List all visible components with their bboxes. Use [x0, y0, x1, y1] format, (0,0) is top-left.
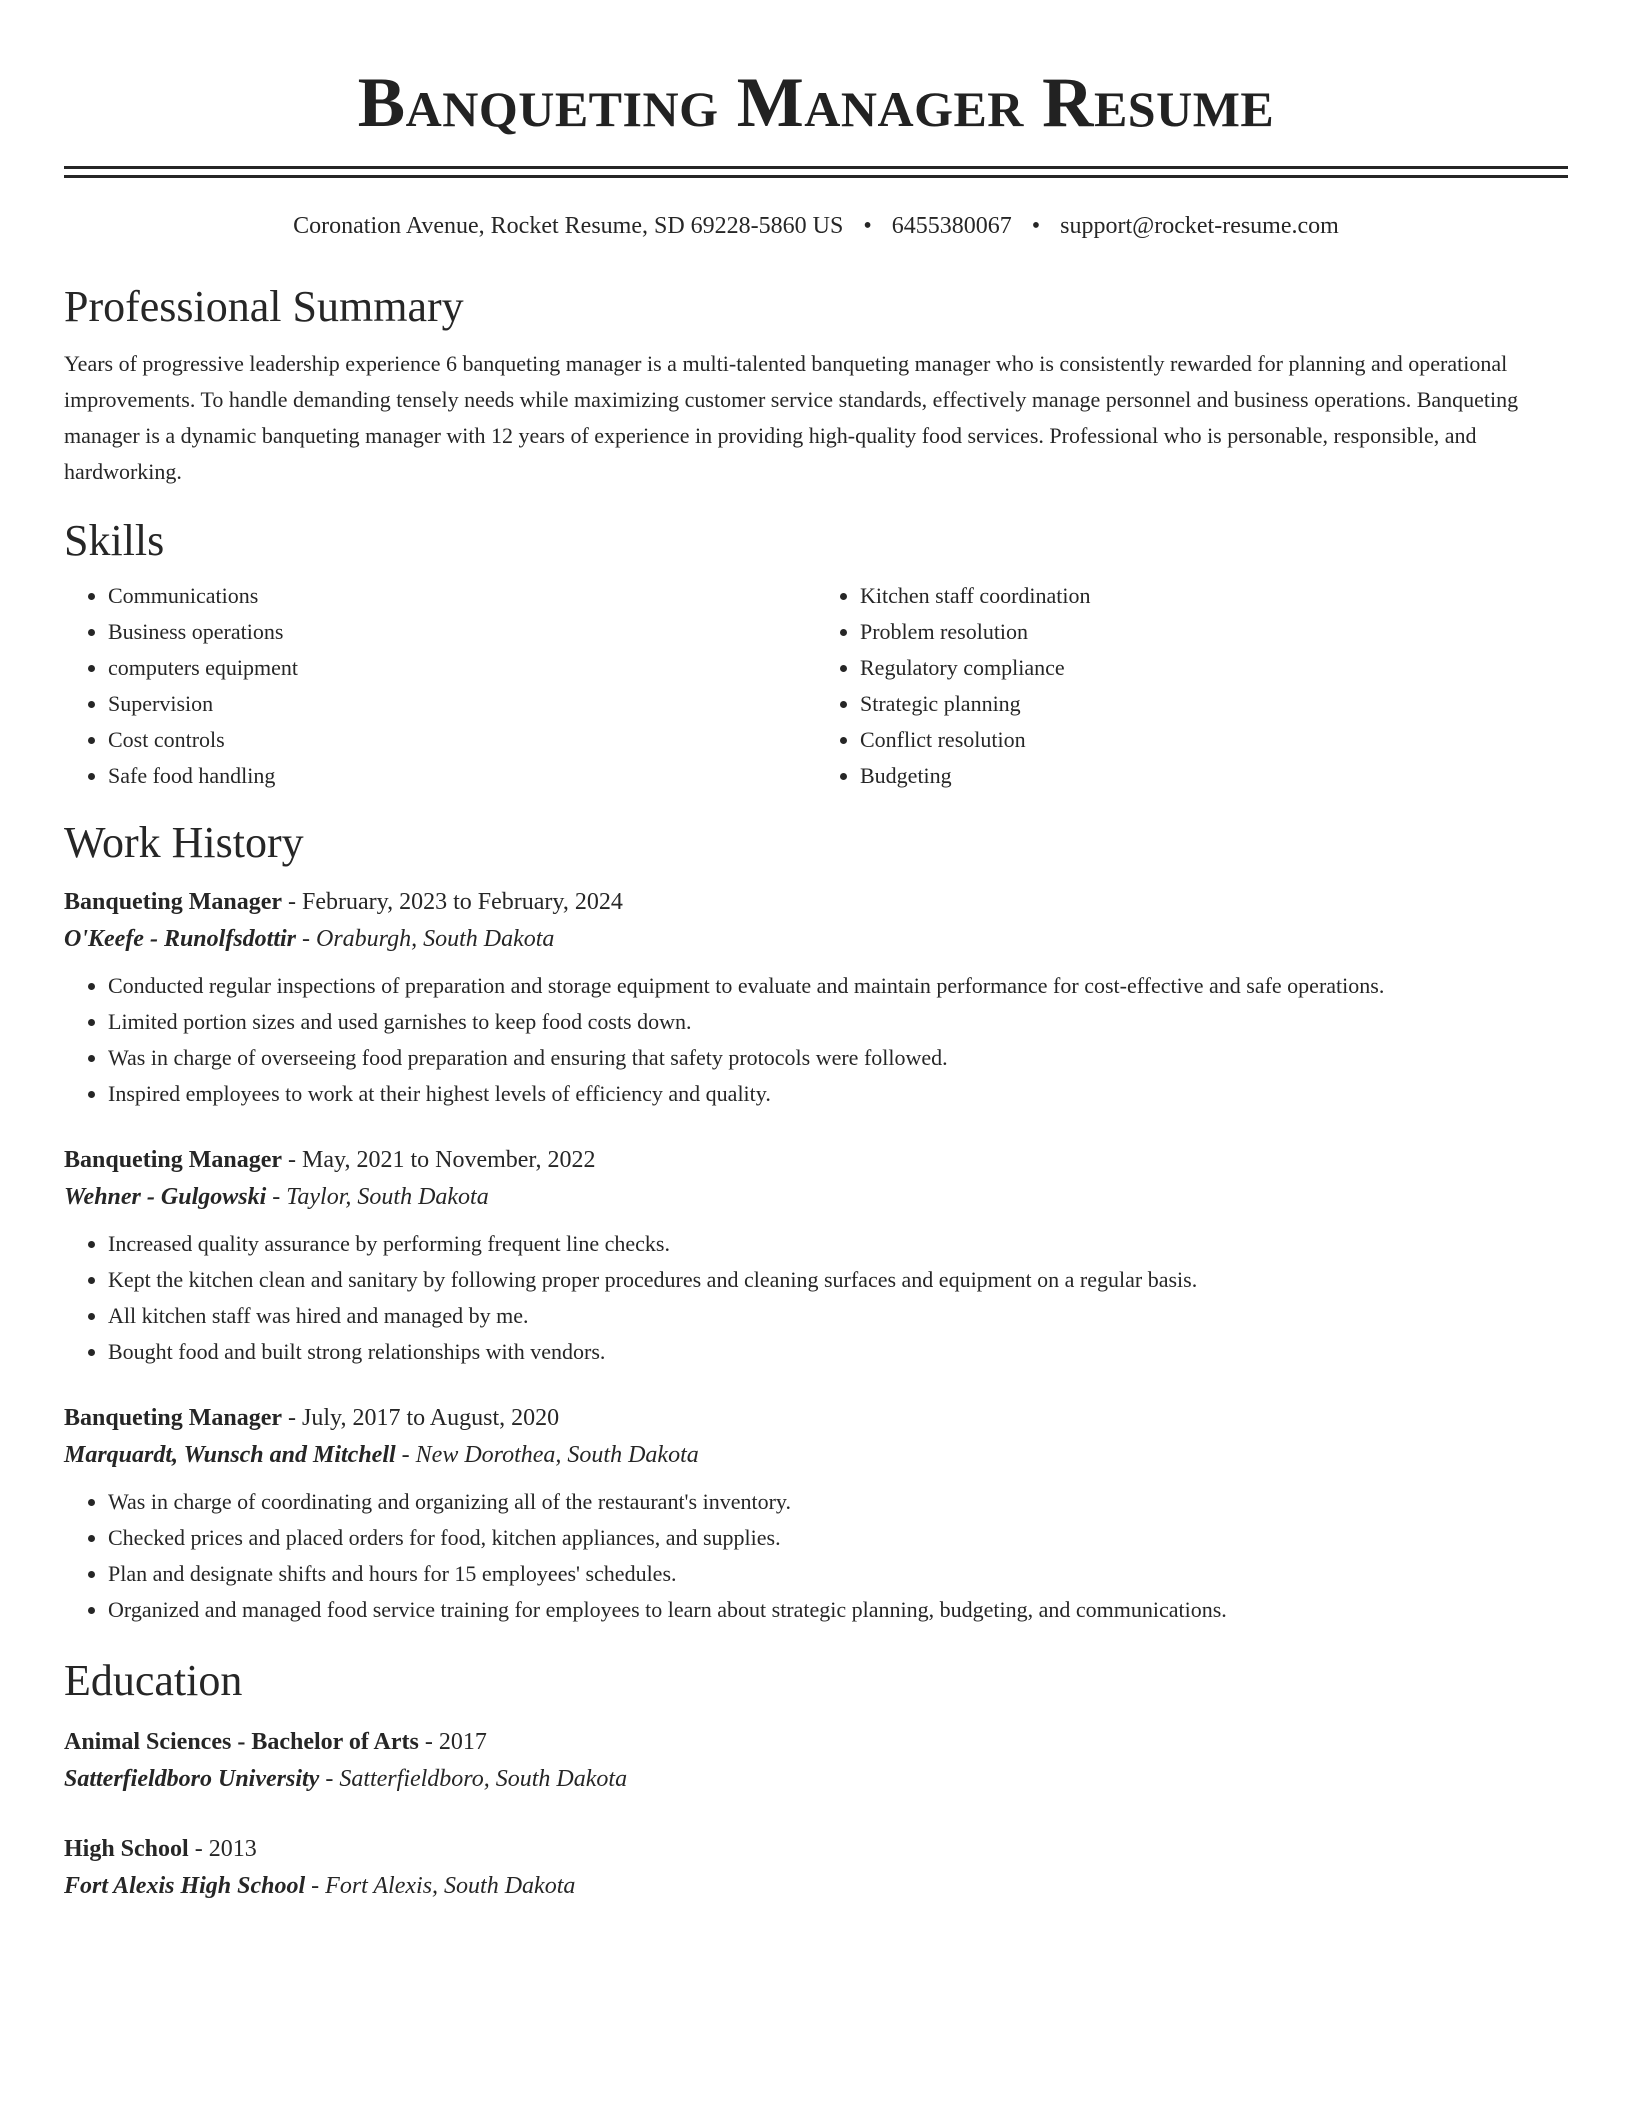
- skills-heading: Skills: [64, 516, 165, 565]
- title-divider-top: [64, 166, 1568, 169]
- summary-heading: Professional Summary: [64, 282, 464, 331]
- education-school: Satterfieldboro University: [64, 1766, 320, 1792]
- education-degree-line: [64, 1831, 1568, 1867]
- skill-item: • Kitchen staff coordination: [860, 578, 1568, 614]
- job-location: - New Dorothea, South Dakota: [401, 1442, 699, 1468]
- education-degree: High School: [64, 1836, 189, 1862]
- education-degree-line: [64, 1724, 1568, 1760]
- skill-item: • Regulatory compliance: [860, 650, 1568, 686]
- job-company-line: [64, 1436, 1568, 1474]
- skill-item: • Strategic planning: [860, 686, 1568, 722]
- skill-item: • computers equipment: [108, 650, 816, 686]
- skill-item: • Problem resolution: [860, 614, 1568, 650]
- job-duty: • Was in charge of coordinating and organizing all of the restaurant's inventory.: [108, 1484, 1568, 1520]
- job-dates: - February, 2023 to February, 2024: [288, 889, 623, 915]
- contact-phone: 6455380067: [891, 213, 1012, 239]
- job-duty: • Limited portion sizes and used garnishes to keep food costs down.: [108, 1004, 1568, 1040]
- contact-email: support@rocket-resume.com: [1060, 213, 1339, 239]
- job-dates: - May, 2021 to November, 2022: [288, 1147, 596, 1173]
- job-location: - Oraburgh, South Dakota: [302, 926, 555, 952]
- skill-item: • Supervision: [108, 686, 816, 722]
- education-entry: [64, 1724, 1568, 1798]
- education-year: - 2017: [424, 1729, 487, 1755]
- job-duties: [64, 1226, 1568, 1370]
- contact-separator: •: [1031, 213, 1041, 239]
- job-entry: [64, 884, 1568, 1112]
- skill-item: • Safe food handling: [108, 758, 816, 794]
- job-duty: • Checked prices and placed orders for food, kitchen appliances, and supplies.: [108, 1520, 1568, 1556]
- contact-address: Coronation Avenue, Rocket Resume, SD 69228-5860 US: [293, 213, 844, 239]
- job-title-line: [64, 884, 1568, 920]
- job-duty: • Conducted regular inspections of preparation and storage equipment to evaluate and maintain performance for cost-effective and safe operations.: [108, 968, 1568, 1004]
- skill-item: • Budgeting: [860, 758, 1568, 794]
- job-duty: • Organized and managed food service training for employees to learn about strategic planning, budgeting, and communications.: [108, 1592, 1568, 1628]
- summary-text: Years of progressive leadership experience 6 banqueting manager is a multi-talented banqueting manager who is consistently rewarded for planning and operational improvements. To handle demanding tensely needs while maximizing customer service standards, effectively manage personnel and business operations. Banqueting manager is a dynamic banqueting manager with 12 years of experience in providing high-quality food services. Professional who is personable, responsible, and hardworking.: [64, 351, 1519, 484]
- education-school-line: [64, 1760, 1568, 1798]
- job-company-line: [64, 1178, 1568, 1216]
- job-duty: • Bought food and built strong relationships with vendors.: [108, 1334, 1568, 1370]
- title-divider-bottom: [64, 175, 1568, 178]
- job-entry: [64, 1142, 1568, 1370]
- job-duty: • Kept the kitchen clean and sanitary by following proper procedures and cleaning surfaces and equipment on a regular basis.: [108, 1262, 1568, 1298]
- job-title-line: [64, 1142, 1568, 1178]
- education-location: - Fort Alexis, South Dakota: [311, 1873, 576, 1899]
- job-title: Banqueting Manager: [64, 889, 283, 915]
- education-degree: Animal Sciences - Bachelor of Arts: [64, 1729, 419, 1755]
- education-year: - 2013: [194, 1836, 257, 1862]
- education-location: - Satterfieldboro, South Dakota: [325, 1766, 628, 1792]
- contact-separator: •: [863, 213, 872, 239]
- job-duty: • Increased quality assurance by performing frequent line checks.: [108, 1226, 1568, 1262]
- job-duty: • Was in charge of overseeing food preparation and ensuring that safety protocols were followed.: [108, 1040, 1568, 1076]
- job-company-line: [64, 920, 1568, 958]
- contact-line: [64, 210, 1568, 242]
- job-duty: • Plan and designate shifts and hours for 15 employees' schedules.: [108, 1556, 1568, 1592]
- education-heading: Education: [64, 1656, 243, 1705]
- job-company: Marquardt, Wunsch and Mitchell: [64, 1442, 396, 1468]
- education-entry: [64, 1831, 1568, 1905]
- work-history-heading: Work History: [64, 818, 304, 867]
- job-duties: [64, 1484, 1568, 1628]
- skills-column-left: [64, 578, 816, 794]
- skills-column-right: [816, 578, 1568, 794]
- job-company: O'Keefe - Runolfsdottir: [64, 926, 296, 952]
- education-school: Fort Alexis High School: [64, 1873, 306, 1899]
- job-location: - Taylor, South Dakota: [272, 1184, 489, 1210]
- job-duty: • All kitchen staff was hired and managed by me.: [108, 1298, 1568, 1334]
- job-title: Banqueting Manager: [64, 1147, 283, 1173]
- job-duty: • Inspired employees to work at their highest levels of efficiency and quality.: [108, 1076, 1568, 1112]
- job-dates: - July, 2017 to August, 2020: [288, 1405, 560, 1431]
- job-entry: [64, 1400, 1568, 1628]
- job-duties: [64, 968, 1568, 1112]
- skill-item: • Cost controls: [108, 722, 816, 758]
- education-school-line: [64, 1867, 1568, 1905]
- job-company: Wehner - Gulgowski: [64, 1184, 267, 1210]
- job-title: Banqueting Manager: [64, 1405, 283, 1431]
- skill-item: • Business operations: [108, 614, 816, 650]
- skill-item: • Conflict resolution: [860, 722, 1568, 758]
- skill-item: • Communications: [108, 578, 816, 614]
- job-title-line: [64, 1400, 1568, 1436]
- resume-title: Banqueting Manager Resume: [357, 64, 1275, 142]
- skills-list: [64, 578, 1568, 794]
